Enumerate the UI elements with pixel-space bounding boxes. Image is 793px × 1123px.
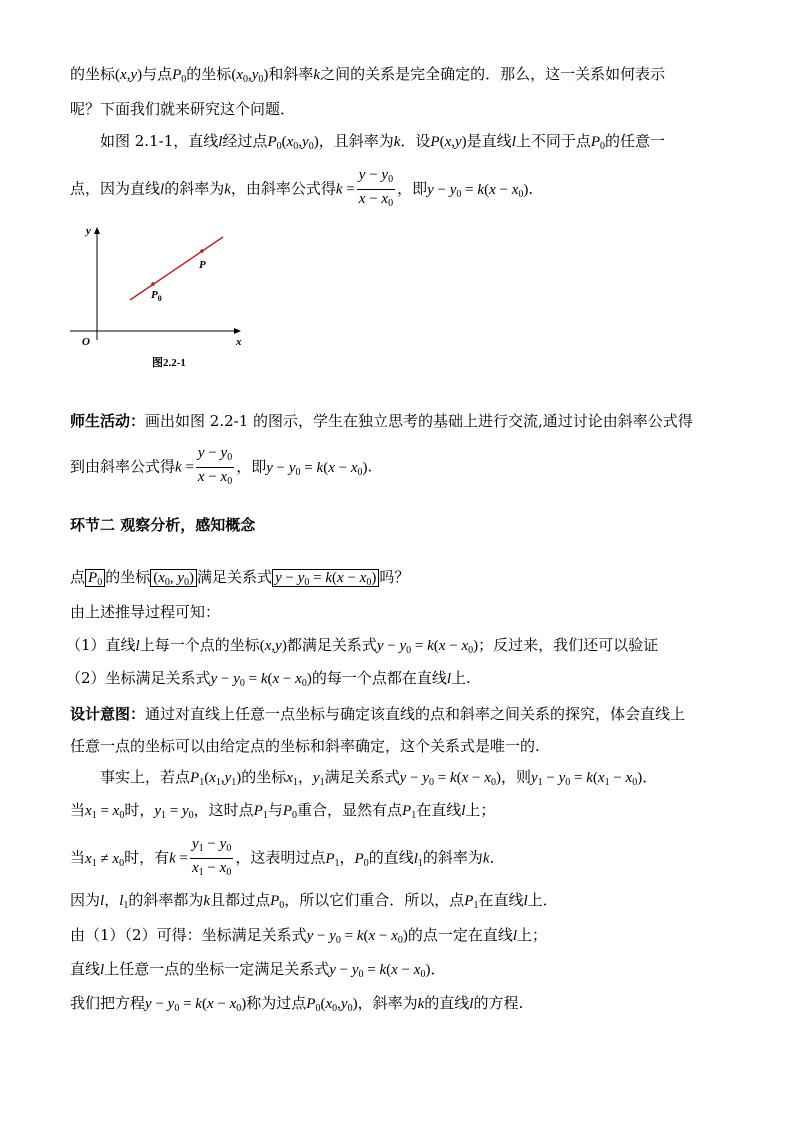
paragraph-line-4: 点，因为直线l的斜率为k，由斜率公式得k = $\frac{y - y_0}{x - x_0}$ ，即$y - y_0 = k(x - x_0)$． xyxy=(70,166,543,213)
figure-caption: 图2.2-1 xyxy=(152,357,186,369)
derive-line: 由上述推导过程可知： xyxy=(70,603,221,621)
item-2: （2）坐标满足关系式$y - y_0 = k(x - x_0)$的每一个点都在直线l上. xyxy=(66,669,471,689)
activity-title: 师生活动： xyxy=(70,412,146,430)
paragraph-line-2: 呢？下面我们就来研究这个问题． xyxy=(70,100,296,118)
conclusion-line-2: 直线l上任意一点的坐标一定满足关系式$y - y_0 = k(x - x_0)$． xyxy=(70,960,446,980)
paragraph-line-1: 的坐标(x,y)与点$P_0$的坐标$(x_0,y_0)$和斜率k之间的关系是完全确定的．那么，这一关系如何表示 xyxy=(70,65,666,85)
because-line: 因为l，$l_1$的斜率都为k且都过点$P_0$，所以它们重合．所以，点$P_1$在直线l上． xyxy=(70,891,558,911)
activity-line-1: 师生活动：画出如图 2.2-1 的图示，学生在独立思考的基础上进行交流,通过讨论由斜率公式得 xyxy=(70,412,693,430)
paragraph-line-3: 如图 2.1-1，直线l经过点$P_0(x_0,y_0)$，且斜率为k．设P(x,y)是直线l上不同于点$P_0$的任意一 xyxy=(100,132,666,152)
x-axis-label: x xyxy=(236,336,242,348)
design-line-1: 设计意图：通过对直线上任意一点坐标与确定该直线的点和斜率之间关系的探究，体会直线上 xyxy=(70,705,686,723)
case-2-line: 当$x_1 \ne x_0$时，有k = $\frac{y_1 - y_0}{x_1 - x_0}$ ，这表明过点$P_1$，$P_0$的直线$l_1$的斜率为k． xyxy=(70,836,505,878)
item-1: （1）直线l上每一个点的坐标(x,y)都满足关系式$y - y_0 = k(x - x_0)$；反过来，我们还可以验证 xyxy=(66,636,659,656)
origin-label: O xyxy=(82,336,90,348)
y-axis-label: y xyxy=(86,225,91,237)
slope-fraction: $\frac{y - y_0}{x - x_0}$ xyxy=(358,167,394,209)
conclusion-line-1: 由（1）（2）可得：坐标满足关系式$y - y_0 = k(x - x_0)$的点一定在直线l上； xyxy=(70,926,548,946)
point-p xyxy=(200,249,204,253)
point-p0-label: $P_0$ xyxy=(151,289,162,303)
question-line: 点 $P_0$ 的坐标 ($x_0$, $y_0$) 满足关系式 $y - y_0 = k(x - x_0)$ 吗？ xyxy=(70,568,410,588)
section-title: 环节二 观察分析，感知概念 xyxy=(70,516,256,534)
design-line-2: 任意一点的坐标可以由给定点的坐标和斜率确定，这个关系式是唯一的. xyxy=(70,737,540,755)
point-p0 xyxy=(151,282,155,286)
final-line: 我们把方程$y - y_0 = k(x - x_0)$称为过点$P_0(x_0,y_0)$，斜率为k的直线l的方程. xyxy=(70,994,524,1014)
line-l xyxy=(130,237,223,300)
design-title: 设计意图： xyxy=(70,705,146,723)
activity-line-2: 到由斜率公式得k = $\frac{y - y_0}{x - x_0}$ ，即$y - y_0 = k(x - x_0)$. xyxy=(70,445,373,487)
line-figure xyxy=(60,220,260,380)
case-1-line: 当$x_1 = x_0$时，$y_1 = y_0$，这时点$P_1$与$P_0$重合，显然有点$P_1$在直线l上； xyxy=(70,801,496,821)
point-p-label: P xyxy=(199,259,206,271)
fact-line: 事实上，若点$P_1(x_1,y_1)$的坐标$x_1$，$y_1$满足关系式$y - y_0 = k(x - x_0)$，则$y_1 - y_0 = k(x_1 - x_0)$． xyxy=(100,768,658,788)
